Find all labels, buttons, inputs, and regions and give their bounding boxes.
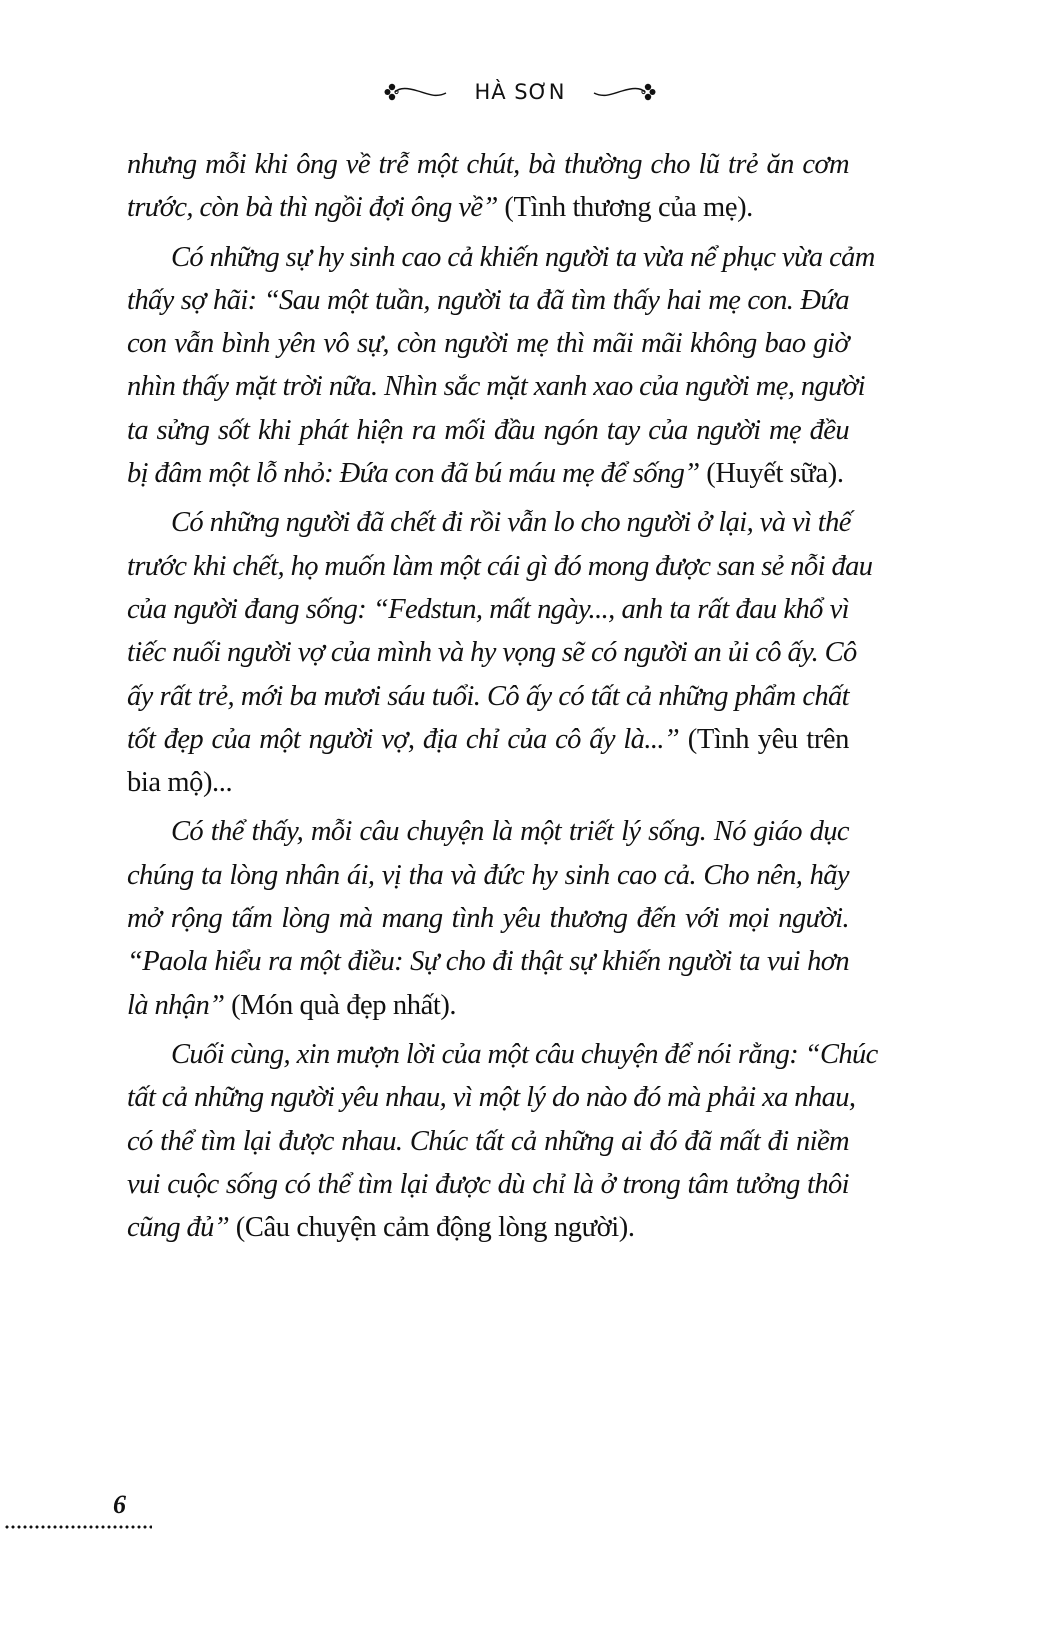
text-line xyxy=(127,143,849,186)
header-title: HÀ SƠN xyxy=(474,80,566,104)
citation-text: (Món quà đẹp nhất). xyxy=(224,989,457,1021)
text-line xyxy=(127,365,865,408)
text-line xyxy=(127,452,849,495)
text-line xyxy=(127,897,849,940)
quoted-text: ta sửng sốt khi phát hiện ra mối đầu ngón tay của người mẹ đều xyxy=(127,414,849,446)
quoted-text: Có những sự hy sinh cao cả khiến người ta vừa nể phục vừa cảm xyxy=(171,241,875,273)
citation-text: (Câu chuyện cảm động lòng người). xyxy=(229,1212,635,1244)
text-line xyxy=(127,1033,878,1076)
text-line xyxy=(127,322,849,365)
quoted-text: “Paola hiểu ra một điều: Sự cho đi thật sự khiến người ta vui hơn xyxy=(127,946,849,978)
quoted-text: vui cuộc sống có thể tìm lại được dù chỉ là ở trong tâm tưởng thôi xyxy=(127,1168,849,1200)
text-line xyxy=(127,810,849,853)
text-line xyxy=(127,279,849,322)
paragraph xyxy=(127,501,873,804)
text-line xyxy=(127,675,849,718)
quoted-text: nhưng mỗi khi ông về trễ một chút, bà thường cho lũ trẻ ăn cơm xyxy=(127,149,849,180)
quoted-text: mở rộng tấm lòng mà mang tình yêu thương đến với mọi người. xyxy=(127,903,849,935)
body-text xyxy=(127,143,878,1249)
citation-text: bia mộ)... xyxy=(127,767,233,799)
text-line xyxy=(127,940,849,983)
text-line xyxy=(127,1163,849,1206)
text-line xyxy=(127,984,849,1027)
quoted-text: Có những người đã chết đi rồi vẫn lo cho người ở lại, và vì thế xyxy=(171,507,851,539)
paragraph xyxy=(127,236,875,496)
quoted-text: tiếc nuối người vợ của mình và hy vọng sẽ có người an ủi cô ấy. Cô xyxy=(127,637,857,669)
quoted-text: tất cả những người yêu nhau, vì một lý do nào đó mà phải xa nhau, xyxy=(127,1082,856,1114)
text-line xyxy=(127,718,849,761)
quoted-text: là nhận” xyxy=(127,989,225,1021)
quoted-text: cũng đủ” xyxy=(127,1212,230,1244)
page-footer xyxy=(0,1490,200,1550)
quoted-text: của người đang sống: “Fedstun, mất ngày..., anh ta rất đau khổ vì xyxy=(127,593,849,625)
text-line xyxy=(127,761,849,804)
text-line xyxy=(127,186,849,229)
quoted-text: Cuối cùng, xin mượn lời của một câu chuyện để nói rằng: “Chúc xyxy=(171,1038,878,1070)
quoted-text: thấy sợ hãi: “Sau một tuần, người ta đã tìm thấy hai mẹ con. Đứa xyxy=(127,284,849,316)
page-number: 6 xyxy=(113,1490,126,1519)
quoted-text: chúng ta lòng nhân ái, vị tha và đức hy sinh cao cả. Cho nên, hãy xyxy=(127,859,849,891)
quoted-text: ấy rất trẻ, mới ba mươi sáu tuổi. Cô ấy có tất cả những phẩm chất xyxy=(127,680,849,712)
quoted-text: tốt đẹp của một người vợ, địa chỉ của cô ấy là...” xyxy=(127,723,680,755)
text-line xyxy=(127,1206,849,1249)
text-line xyxy=(127,631,857,674)
citation-text: (Huyết sữa). xyxy=(699,458,844,490)
quoted-text: Có thể thấy, mỗi câu chuyện là một triết lý sống. Nó giáo dục xyxy=(171,816,849,848)
quoted-text: trước, còn bà thì ngồi đợi ông về” xyxy=(127,192,498,224)
text-line xyxy=(127,409,849,452)
paragraph xyxy=(127,1033,878,1249)
text-line xyxy=(127,1076,856,1119)
quoted-text: bị đâm một lỗ nhỏ: Đứa con đã bú máu mẹ để sống” xyxy=(127,458,700,490)
running-header xyxy=(0,74,1040,110)
text-line xyxy=(127,1120,849,1163)
citation-text: (Tình yêu trên xyxy=(679,723,850,755)
paragraph xyxy=(127,143,849,230)
text-line xyxy=(127,588,849,631)
text-line xyxy=(127,501,849,544)
quoted-text: có thể tìm lại được nhau. Chúc tất cả những ai đó đã mất đi niềm xyxy=(127,1125,849,1157)
quoted-text: con vẫn bình yên vô sự, còn người mẹ thì mãi mãi không bao giờ xyxy=(127,328,849,360)
flourish-ornament-icon xyxy=(592,78,656,106)
quoted-text: trước khi chết, họ muốn làm một cái gì đó mong được san sẻ nỗi đau xyxy=(127,550,873,582)
quoted-text: nhìn thấy mặt trời nữa. Nhìn sắc mặt xanh xao của người mẹ, người xyxy=(127,371,865,403)
dot-leader-divider xyxy=(4,1524,152,1530)
citation-text: (Tình thương của mẹ). xyxy=(497,192,753,224)
paragraph xyxy=(127,810,849,1026)
flourish-ornament-icon xyxy=(384,78,448,106)
text-line xyxy=(127,854,849,897)
text-line xyxy=(127,545,873,588)
text-line xyxy=(127,236,875,279)
